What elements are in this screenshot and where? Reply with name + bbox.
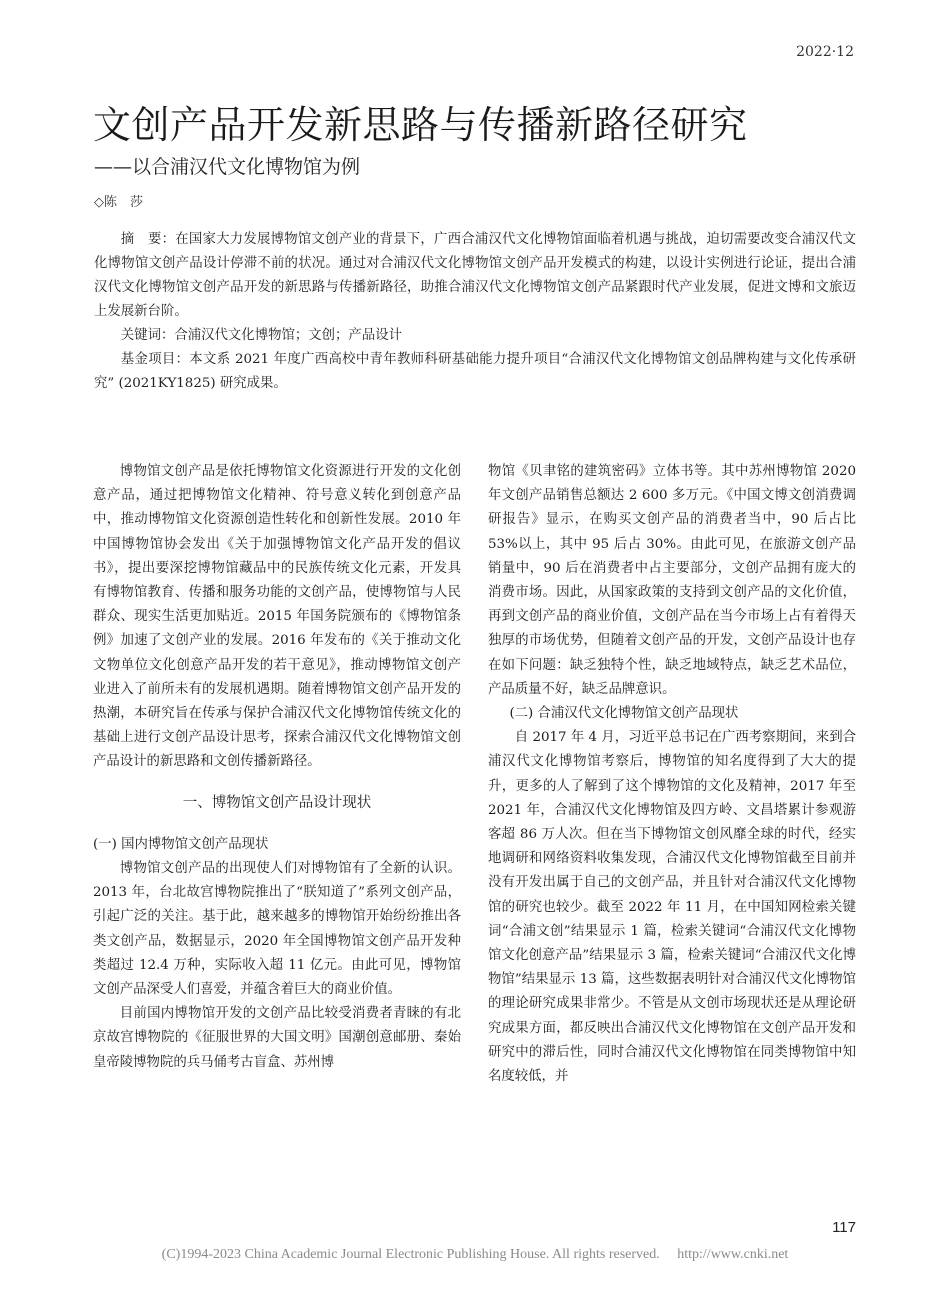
body-paragraph: 博物馆文创产品的出现使人们对博物馆有了全新的认识。2013 年，台北故宫博物院推出了“朕知道了”系列文创产品，引起广泛的关注。基于此，越来越多的博物馆开始纷纷推出各类文创产品，数据显示，2020 年全国博物馆文创产品开发种类超过 12.4 万种，实际收入超 11 亿元。由此可见，博物馆文创产品深受人们喜爱，并蕴含着巨大的商业价值。 xyxy=(93,861,461,998)
body-paragraph: 自 2017 年 4 月，习近平总书记在广西考察期间，来到合浦汉代文化博物馆考察后，博物馆的知名度得到了大大的提升，更多的人了解到了这个博物馆的文化及精神，2017 年至 2021 年，合浦汉代文化博物馆及四方岭、文昌塔累计参观游客超 86 万人次。但在当下博物馆文创风靡全球的时代，经实地调研和网络资料收集发现，合浦汉代文化博物馆截至目前并没有开发出属于自己的文创产品，并且针对合浦汉代文化博物馆的研究也较少。截至 2022 年 11 月，在中国知网检索关键词“合浦文创”结果显示 1 篇，检索关键词“合浦汉代文化博物馆文化创意产品”结果显示 3 篇，检索关键词“合浦汉代文化博物馆”结果显示 13 篇，这些数据表明针对合浦汉代文化博物馆的理论研究成果非常少。不管是从文创市场现状还是从理论研究成果方面，都反映出合浦汉代文化博物馆在文创产品开发和研究中的滞后性，同时合浦汉代文化博物馆在同类博物馆中知名度较低，并 xyxy=(488,730,856,1085)
abstract-keywords: 关键词：合浦汉代文化博物馆；文创；产品设计 xyxy=(120,328,402,343)
section-heading: 一、博物馆文创产品设计现状 xyxy=(182,794,372,811)
body-paragraph: 物馆《贝聿铭的建筑密码》立体书等。其中苏州博物馆 2020 年文创产品销售总额达 2 600 多万元。《中国文博文创消费调研报告》显示，在购买文创产品的消费者当中，90 后占比 53%以上，其中 95 后占 30%。由此可见，在旅游文创产品销量中，90 后在消费者中占主要部分，文创产品拥有庞大的消费市场。因此，从国家政策的支持到文创产品的文化价值，再到文创产品的商业价值，文创产品在当今市场上占有着得天独厚的市场优势，但随着文创产品的开发，文创产品设计也存在如下问题：缺乏独特个性，缺乏地域特点，缺乏艺术品位，产品质量不好，缺乏品牌意识。 xyxy=(488,464,856,697)
copyright-footer: (C)1994-2023 China Academic Journal Electronic Publishing House. All rights reserved. http://www.cnki.net xyxy=(161,1247,789,1262)
article-title: 文创产品开发新思路与传播新路径研究 xyxy=(93,103,748,147)
issue-label: 2022·12 xyxy=(796,44,854,60)
body-paragraph: 目前国内博物馆开发的文创产品比较受消费者青睐的有北京故宫博物院的《征服世界的大国文明》国潮创意邮册、秦始皇帝陵博物院的兵马俑考古盲盒、苏州博 xyxy=(93,1006,461,1070)
abstract-summary: 摘 要：在国家大力发展博物馆文创产业的背景下，广西合浦汉代文化博物馆面临着机遇与挑战，迫切需要改变合浦汉代文化博物馆文创产品设计停滞不前的状况。通过对合浦汉代文化博物馆文创产品开发模式的构建，以设计实例进行论证，提出合浦汉代文化博物馆文创产品开发的新思路与传播新路径，助推合浦汉代文化博物馆文创产品紧跟时代产业发展，促进文博和文旅迈上发展新台阶。 xyxy=(94,232,856,319)
right-column xyxy=(488,460,856,1089)
subsection-heading: (一) 国内博物馆文创产品现状 xyxy=(93,836,269,852)
body-paragraph: 博物馆文创产品是依托博物馆文化资源进行开发的文化创意产品，通过把博物馆文化精神、符号意义转化到创意产品中，推动博物馆文化资源创造性转化和创新性发展。2010 年中国博物馆协会发出《关于加强博物馆文化产品开发的倡议书》，提出要深挖博物馆藏品中的民族传统文化元素，开发具有博物馆教育、传播和服务功能的文创产品，使博物馆与人民群众、现实生活更加贴近。2015 年国务院颁布的《博物馆条例》加速了文创产业的发展。2016 年发布的《关于推动文化文物单位文化创意产品开发的若干意见》，推动博物馆文创产业进入了前所未有的发展机遇期。随着博物馆文创产品开发的热潮，本研究旨在传承与保护合浦汉代文化博物馆传统文化的基础上进行文创产品设计思考，探索合浦汉代文化博物馆文创产品设计的新思路和文创传播新路径。 xyxy=(93,464,461,770)
article-subtitle: ——以合浦汉代文化博物馆为例 xyxy=(94,156,361,178)
author: ◇陈 莎 xyxy=(94,195,143,210)
left-column xyxy=(93,460,461,1075)
abstract-block xyxy=(94,228,856,396)
abstract-fund: 基金项目：本文系 2021 年度广西高校中青年教师科研基础能力提升项目“合浦汉代文化博物馆文创品牌构建与文化传承研究” (2021KY1825) 研究成果。 xyxy=(94,352,856,391)
page-number: 117 xyxy=(832,1219,856,1236)
subsection-heading: (二) 合浦汉代文化博物馆文创产品现状 xyxy=(509,706,739,722)
